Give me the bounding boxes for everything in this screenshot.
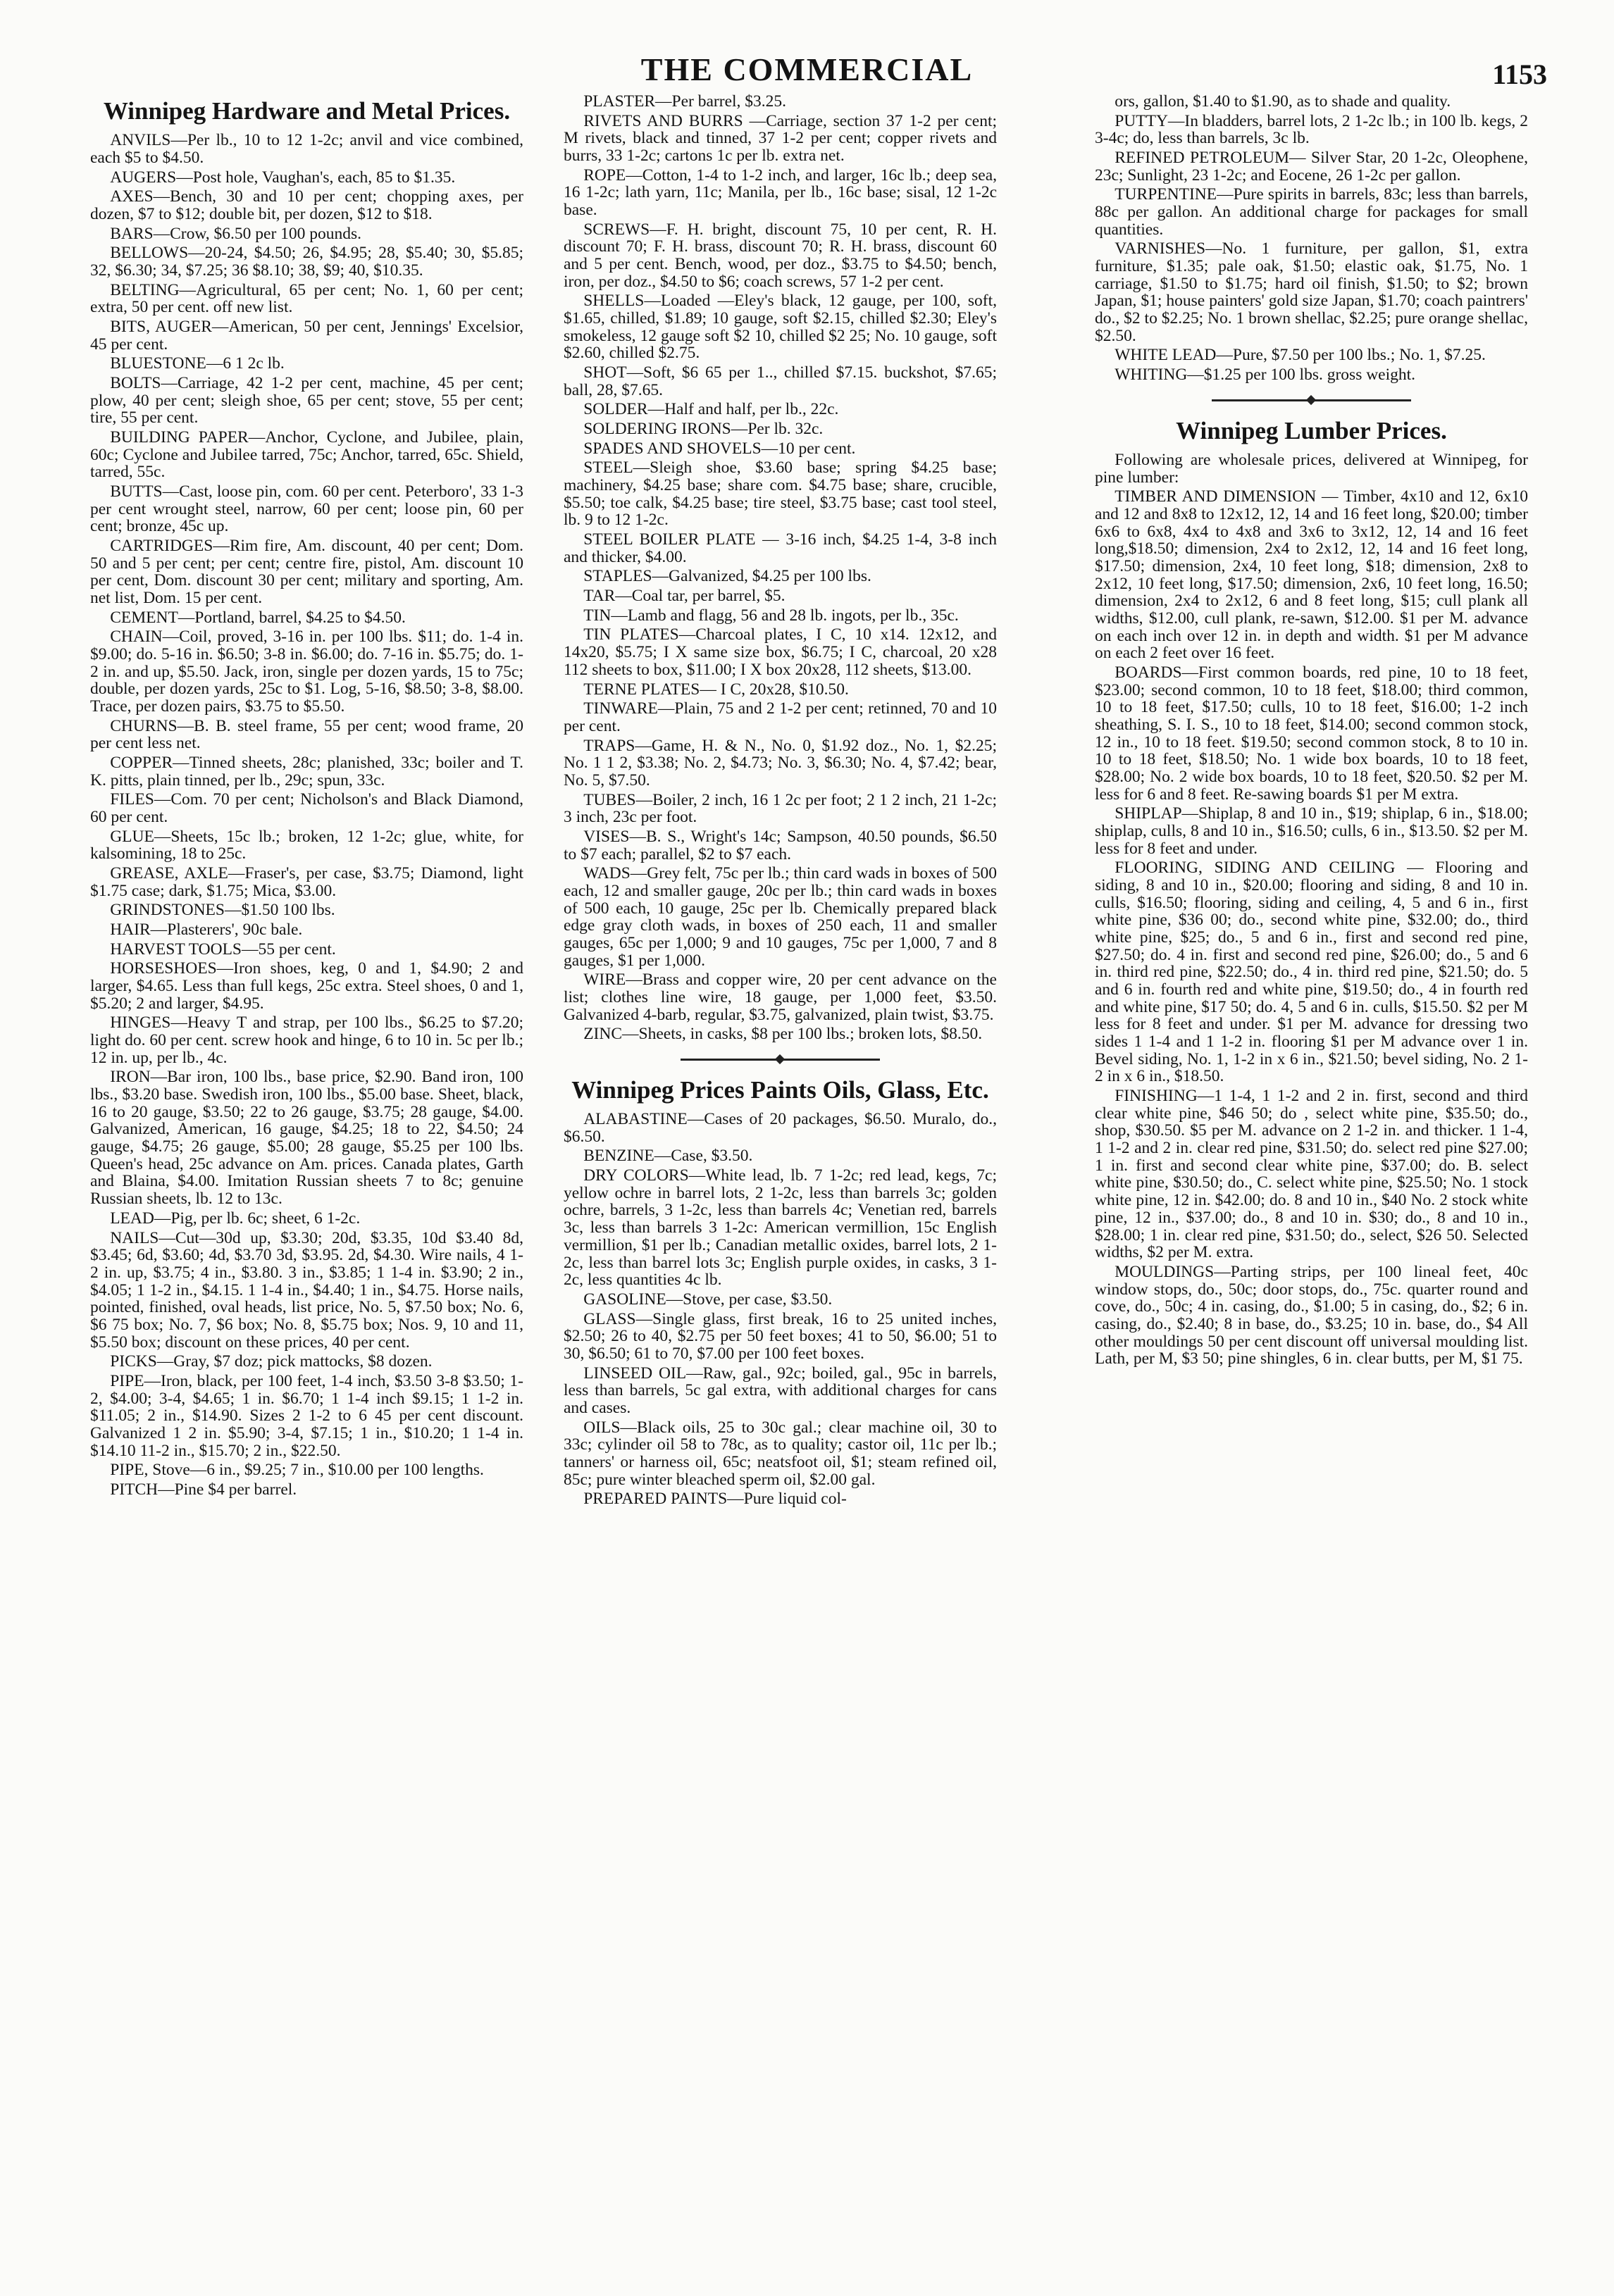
price-entry: BITS, AUGER—American, 50 per cent, Jennings' Excelsior, 45 per cent. [90, 317, 523, 354]
price-entry: WHITING—$1.25 per 100 lbs. gross weight. [1115, 366, 1416, 385]
running-header [0, 51, 1614, 93]
price-entry: HARVEST TOOLS—55 per cent. [110, 940, 336, 959]
page-number: 1153 [1492, 58, 1547, 90]
price-entry: PIPE, Stove—6 in., $9.25; 7 in., $10.00 per 100 lengths. [110, 1461, 484, 1480]
column-2 [564, 93, 997, 2273]
price-entry: ALABASTINE—Cases of 20 packages, $6.50. Muralo, do., $6.50. [564, 1110, 997, 1146]
price-entry: ZINC—Sheets, in casks, $8 per 100 lbs.; broken lots, $8.50. [583, 1025, 983, 1044]
price-entry: VISES—B. S., Wright's 14c; Sampson, 40.50 pounds, $6.50 to $7 each; parallel, $2 to $7 each. [564, 827, 997, 863]
lumber-price-list [1095, 488, 1528, 1368]
price-entry: HINGES—Heavy T and strap, per 100 lbs., $6.25 to $7.20; light do. 60 per cent. screw hook and hinge, 6 to 10 in. 5c per lb.; 12 in. up, per lb., 4c. [90, 1013, 523, 1067]
price-entry: DRY COLORS—White lead, lb. 7 1-2c; red lead, kegs, 7c; yellow ochre in barrel lots, 2 1-2c, less than barrels 3c; golden ochre, barrels, 3 1-2c, less than barrels 4c; Venetian red, barrels 3c, less than barrels 3 1-2c: American vermillion, 15c English vermillion, $1 per lb.; Canadian metallic oxides, barrel lots, 2 1-2c, less than barrel lots 3c; English purple oxides, in casks, 3 1-2c, less quantities 4c lb. [564, 1166, 997, 1290]
price-entry: NAILS—Cut—30d up, $3.30; 20d, $3.35, 10d $3.40 8d, $3.45; 6d, $3.60; 4d, $3.70 3d, $3.95. 2d, $4.30. Wire nails, 4 1-2 in. up, $3.75; 4 in., $3.80. 3 in., $3.85; 1 1-4 in. $3.90; 2 in., $4.05; 1 1-2 in., $4.15. 1 1-4 in., $4.40; 1 in., $4.75. Horse nails, pointed, finished, oval heads, list price, No. 5, $7.50 box; No. 6, $6 75 box; No. 7, $6 box; No. 8, $5.75 box; Nos. 9, 10 and 11, $5.50 box; discount on these prices, 40 per cent. [90, 1228, 523, 1352]
price-entry: IRON—Bar iron, 100 lbs., base price, $2.90. Band iron, 100 lbs., $3.20 base. Swedish iron, 100 lbs., $5.00 base. Sheet, black, 16 to 20 gauge, $3.50; 22 to 26 gauge, $3.75; 28 gauge, $4.00. Galvanized, American, 16 gauge, $4.25; 18 to 22, $4.50; 24 gauge, $4.75; 26 gauge, $5.00; 28 gauge, $5.25 per 100 lbs. Queen's head, 25c advance on Am. prices. Canada plates, Garth and Blaina, $4.00. Imitation Russian sheets 7 to 8c; genuine Russian sheets, lb. 12 to 13c. [90, 1068, 523, 1209]
price-entry: LEAD—Pig, per lb. 6c; sheet, 6 1-2c. [110, 1209, 361, 1228]
price-entry: WHITE LEAD—Pure, $7.50 per 100 lbs.; No. 1, $7.25. [1115, 346, 1486, 365]
price-entry: HAIR—Plasterers', 90c bale. [110, 921, 303, 940]
hardware-price-list-continued [564, 93, 997, 1043]
price-entry: LINSEED OIL—Raw, gal., 92c; boiled, gal., 95c in barrels, less than barrels, 5c gal extra, with additional charges for cans and cases. [564, 1364, 997, 1417]
price-entry: TIN PLATES—Charcoal plates, I C, 10 x14. 12x12, and 14x20, $5.75; I X same size box, $6.75; I C, charcoal, 20 x28 112 sheets to box, $11.00; I X box 20x28, 112 sheets, $13.00. [564, 625, 997, 679]
price-entry: STEEL BOILER PLATE — 3-16 inch, $4.25 1-4, 3-8 inch and thicker, $4.00. [564, 530, 997, 566]
running-title: THE COMMERCIAL [640, 51, 974, 87]
column-3 [1095, 93, 1528, 2273]
price-entry: SHELLS—Loaded —Eley's black, 12 gauge, per 100, soft, $1.65, chilled, $1.89; 10 gauge, soft $2.15, chilled $2.30; Eley's smokeless, 12 gauge soft $2 10, chilled $2 25; No. 10 gauge, soft $2.60, chilled $2.75. [564, 292, 997, 363]
price-entry: SPADES AND SHOVELS—10 per cent. [583, 439, 856, 458]
price-entry: TRAPS—Game, H. & N., No. 0, $1.92 doz., No. 1, $2.25; No. 1 1 2, $3.38; No. 2, $4.73; No. 3, $6.30; No. 4, $7.42; bear, No. 5, $7.50. [564, 736, 997, 790]
price-entry: TURPENTINE—Pure spirits in barrels, 83c; less than barrels, 88c per gallon. An additional charge for packages for small quantities. [1095, 185, 1528, 239]
price-entry: BARS—Crow, $6.50 per 100 pounds. [110, 224, 362, 243]
paints-section-title: Winnipeg Prices Paints Oils, Glass, Etc. [571, 1075, 989, 1104]
price-entry: BLUESTONE—6 1 2c lb. [110, 354, 285, 373]
lumber-section-title: Winnipeg Lumber Prices. [1176, 416, 1447, 444]
price-entry: PREPARED PAINTS—Pure liquid col- [583, 1490, 847, 1509]
price-entry: GLASS—Single glass, first break, 16 to 25 united inches, $2.50; 26 to 40, $2.75 per 50 feet boxes; 41 to 50, $6.00; 51 to 30, $6.50; 61 to 70, $7.00 per 100 feet boxes. [564, 1309, 997, 1363]
price-entry: BUTTS—Cast, loose pin, com. 60 per cent. Peterboro', 33 1-3 per cent wrought steel, narrow, 60 per cent; loose pin, 60 per cent; bronze, 45c up. [90, 482, 523, 536]
price-entry: ors, gallon, $1.40 to $1.90, as to shade and quality. [1115, 93, 1451, 111]
price-entry: TAR—Coal tar, per barrel, $5. [583, 587, 786, 606]
price-entry: BENZINE—Case, $3.50. [583, 1147, 753, 1166]
price-entry: ROPE—Cotton, 1-4 to 1-2 inch, and larger, 16c lb.; deep sea, 16 1-2c; lath yarn, 11c; Manila, per lb., 16c base; sisal, 12 1-2c base. [564, 166, 997, 220]
price-entry: FINISHING—1 1-4, 1 1-2 and 2 in. first, second and third clear white pine, $46 50; do , select white pine, $35.50; do., shop, $30.50. $5 per M. advance on 2 1-2 in. and thicker. 1 1-4, 1 1-2 and 2 in. clear red pine, $31.50; do. select red pine $27.00; 1 in. first and second clear white pine, $37.00; do. B. select white pine, $30.50; do., C. select white pine, $25.50; No. 1 stock white pine, 12 in. $42.00; do. 8 and 10 in., $40 No. 2 stock white pine, 12 in., $37.00; do., 8 and 10 in. $30; do., 8 and 10 in., $28.00; 1 in. clear red pine, $31.50; do., select, $26 50. Selected widths, $2 per M. extra. [1095, 1087, 1528, 1262]
price-entry: TIN—Lamb and flagg, 56 and 28 lb. ingots, per lb., 35c. [583, 606, 959, 625]
paints-price-list [564, 1111, 997, 1508]
price-entry: TIMBER AND DIMENSION — Timber, 4x10 and 12, 6x10 and 12 and 8x8 to 12x12, 12, 14 and 16 feet long, $20.00; timber 6x6 to 6x8, 4x4 to 4x8 and 3x6 to 3x12, 12, 14 and 16 feet long,$18.50; dimension, 2x4 to 2x12, 12, 14 and 16 feet long, $17.50; dimension, 2x4, 10 feet long, $18; dimension, 2x8 to 2x12, 10 feet long, $17.50; dimension, 2x6, 10 feet long, 16.50; dimension, 2x4 to 2x12, 6 and 8 feet long, $15; cull plank all widths, $12.00, cull plank, re-sawn, $12.00. $1 per M. advance on each inch over 12 in. in depth and width. $1 per M advance on each 2 feet over 16 feet. [1095, 487, 1528, 663]
price-entry: FILES—Com. 70 per cent; Nicholson's and Black Diamond, 60 per cent. [90, 790, 523, 827]
price-entry: AXES—Bench, 30 and 10 per cent; chopping axes, per dozen, $7 to $12; double bit, per dozen, $12 to $18. [90, 187, 523, 223]
price-entry: AUGERS—Post hole, Vaughan's, each, 85 to $1.35. [110, 168, 456, 187]
price-entry: BELLOWS—20-24, $4.50; 26, $4.95; 28, $5.40; 30, $5.85; 32, $6.30; 34, $7.25; 36 $8.10; 38, $9; 40, $10.35. [90, 244, 523, 280]
price-entry: CEMENT—Portland, barrel, $4.25 to $4.50. [110, 608, 406, 627]
price-entry: FLOORING, SIDING AND CEILING — Flooring and siding, 8 and 10 in., $20.00; flooring and siding, 8 and 10 in. culls, $16.50; flooring, siding and ceiling, 4, 5 and 6 in., first white pine, $36 00; do., second white pine, $32.00; do., third white pine, $25; do., 5 and 6 in., first and second red pine, $27.50; do. 4 in. first and second red pine, $26.00; do., 5 and 6 in. third red pine, $22.50; do., 4 in. third red pine, $21.50; do. 5 and 6 in. fourth red and white pine, $19.50; do., 4 in fourth red and white pine, $17 50; do. 4, 5 and 6 in. culls, $15.50. $2 per M less for 8 feet and under. $1 per M. advance for dressing two sides 1 1-4 and 1 1-2 in. flooring $1 per M advance over 1 in. Bevel siding, No. 1, 1-2 in x 6 in., $21.50; bevel siding, No. 2 1-2 in x 6 in., $18.50. [1095, 859, 1528, 1086]
hardware-price-list [90, 132, 523, 1498]
price-entry: COPPER—Tinned sheets, 28c; planished, 33c; boiler and T. K. pitts, plain tinned, per lb., 29c; spun, 33c. [90, 754, 523, 790]
price-entry: TERNE PLATES— I C, 20x28, $10.50. [583, 680, 849, 699]
price-entry: WADS—Grey felt, 75c per lb.; thin card wads in boxes of 500 each, 12 and smaller gauge, 20c per lb.; thin card wads in boxes of 500 each, 10 gauge, 25c per lb. Chemically prepared black edge gray cloth wads, in boxes of 250 each, 11 and smaller gauges, 65c per 1,000; 9 and 10 gauges, 75c per 1,000, 7 and 8 gauges, $1 per 1,000. [564, 864, 997, 970]
price-entry: CARTRIDGES—Rim fire, Am. discount, 40 per cent; Dom. 50 and 5 per cent; per cent; centre fire, pistol, Am. discount 10 per cent, Dom. discount 30 per cent; military and sporting, Am. net list, Dom. 15 per cent. [90, 536, 523, 607]
price-entry: STEEL—Sleigh shoe, $3.60 base; spring $4.25 base; machinery, $4.25 base; share com. $4.75 base; share, crucible, $5.50; toe calk, $4.25 base; tire steel, $3.75 base; cast tool steel, lb. 9 to 12 1-2c. [564, 458, 997, 530]
section-divider [1212, 399, 1411, 401]
price-entry: BOLTS—Carriage, 42 1-2 per cent, machine, 45 per cent; plow, 40 per cent; sleigh shoe, 65 per cent; stove, 55 per cent; tire, 55 per cent. [90, 373, 523, 428]
paints-price-list-continued [1095, 93, 1528, 384]
price-entry: SOLDERING IRONS—Per lb. 32c. [583, 420, 824, 439]
lumber-intro: Following are wholesale prices, delivered at Winnipeg, for pine lumber: [1095, 450, 1528, 487]
price-entry: BELTING—Agricultural, 65 per cent; No. 1, 60 per cent; extra, 50 per cent. off new list. [90, 280, 523, 317]
price-entry: GREASE, AXLE—Fraser's, per case, $3.75; Diamond, light $1.75 case; dark, $1.75; Mica, $3.00. [90, 864, 523, 900]
price-entry: PICKS—Gray, $7 doz; pick mattocks, $8 dozen. [110, 1352, 433, 1371]
price-entry: SCREWS—F. H. bright, discount 75, 10 per cent, R. H. discount 70; F. H. brass, discount 70; R. H. brass, discount 60 and 5 per cent. Bench, wood, per doz., $3.75 to $4.50; bench, iron, per doz., $4.50 to $6; coach screws, 57 1-2 per cent. [564, 220, 997, 291]
price-entry: STAPLES—Galvanized, $4.25 per 100 lbs. [583, 567, 871, 586]
price-entry: PUTTY—In bladders, barrel lots, 2 1-2c lb.; in 100 lb. kegs, 2 3-4c; do, less than barrels, 3c lb. [1095, 111, 1528, 148]
price-entry: WIRE—Brass and copper wire, 20 per cent advance on the list; clothes line wire, 18 gauge, per 1,000 feet, $3.50. Galvanized 4-barb, regular, $3.75, galvanized, plain twist, $3.75. [564, 971, 997, 1024]
hardware-section-title: Winnipeg Hardware and Metal Prices. [103, 97, 511, 125]
price-entry: PITCH—Pine $4 per barrel. [110, 1480, 297, 1499]
column-1 [90, 93, 523, 2273]
price-entry: HORSESHOES—Iron shoes, keg, 0 and 1, $4.90; 2 and larger, $4.65. Less than full kegs, 25c extra. Steel shoes, 0 and 1, $5.20; 2 and larger, $4.95. [90, 959, 523, 1013]
price-entry: BOARDS—First common boards, red pine, 10 to 18 feet, $23.00; second common, 10 to 18 feet, $18.00; third common, 10 to 18 feet, $17.50; culls, 10 to 18 feet, $16.00; 1-2 inch sheathing, S. I. S., 10 to 18 feet, $14.00; second common stock, 12 in., 10 to 18 feet. $19.50; second common stock, 8 to 10 in. 10 to 18 feet, $18.50; No. 1 wide box boards, 10 to 18 feet, $28.00; No. 2 wide box boards, 10 to 18 feet, $20.50. $2 per M. less for 6 and 8 feet. Re-sawing boards $1 per M extra. [1095, 663, 1528, 804]
price-entry: VARNISHES—No. 1 furniture, per gallon, $1, extra furniture, $1.35; pale oak, $1.50; elastic oak, $1.75, No. 1 carriage, $1.50 to $1.75; hard oil finish, $1.50; to $2; brown Japan, $1; house painters' gold size Japan, $1.70; coach paintrers' do., $2 to $2.25; No. 1 brown shellac, $2.25; pure orange shellac, $2.50. [1095, 239, 1528, 345]
price-entry: CHURNS—B. B. steel frame, 55 per cent; wood frame, 20 per cent less net. [90, 716, 523, 753]
price-entry: GRINDSTONES—$1.50 100 lbs. [110, 901, 335, 920]
price-entry: ANVILS—Per lb., 10 to 12 1-2c; anvil and vice combined, each $5 to $4.50. [90, 131, 523, 167]
price-entry: SHIPLAP—Shiplap, 8 and 10 in., $19; shiplap, 6 in., $18.00; shiplap, culls, 8 and 10 in., $16.50; culls, 6 in., $13.50. $2 per M. less for 8 feet and under. [1095, 804, 1528, 858]
price-entry: GASOLINE—Stove, per case, $3.50. [583, 1290, 833, 1309]
price-entry: BUILDING PAPER—Anchor, Cyclone, and Jubilee, plain, 60c; Cyclone and Jubilee tarred, 75c; Anchor, tarred, 65c. Shield, tarred, 55c. [90, 428, 523, 482]
price-entry: REFINED PETROLEUM— Silver Star, 20 1-2c, Oleophene, 23c; Sunlight, 23 1-2c; and Eocene, 26 1-2c per gallon. [1095, 149, 1528, 185]
price-entry: CHAIN—Coil, proved, 3-16 in. per 100 lbs. $11; do. 1-4 in. $9.00; do. 5-16 in. $6.50; 3-8 in. $6.00; do. 7-16 in. $5.75; do. 1-2 in. and up, $5.50. Jack, iron, single per dozen yards, 15 to 75c; double, per dozen yards, 25c to $1. Log, 5-16, $8.50; 3-8, $8.00. Trace, per dozen pairs, $3.75 to $5.50. [90, 628, 523, 716]
price-entry: PIPE—Iron, black, per 100 feet, 1-4 inch, $3.50 3-8 $3.50; 1-2, $4.00; 3-4, $4.65; 1 in. $6.70; 1 1-4 inch $9.15; 1 1-2 in. $11.05; 2 in., $14.90. Sizes 2 1-2 to 6 45 per cent discount. Galvanized 1 2 in. $5.90; 3-4, $7.15; 1 in., $10.20; 1 1-4 in. $14.10 11-2 in., $15.70; 2 in., $22.50. [90, 1371, 523, 1460]
price-entry: PLASTER—Per barrel, $3.25. [583, 93, 787, 111]
price-entry: SOLDER—Half and half, per lb., 22c. [583, 400, 839, 419]
price-entry: TUBES—Boiler, 2 inch, 16 1 2c per foot; 2 1 2 inch, 21 1-2c; 3 inch, 23c per foot. [564, 790, 997, 827]
price-entry: GLUE—Sheets, 15c lb.; broken, 12 1-2c; glue, white, for kalsomining, 18 to 25c. [90, 827, 523, 863]
price-entry: TINWARE—Plain, 75 and 2 1-2 per cent; retinned, 70 and 10 per cent. [564, 699, 997, 735]
price-entry: RIVETS AND BURRS —Carriage, section 37 1-2 per cent; M rivets, black and tinned, 37 1-2 per cent; copper rivets and burrs, 33 1-2c; cartons 1c per lb. extra net. [564, 111, 997, 166]
price-entry: MOULDINGS—Parting strips, per 100 lineal feet, 40c window stops, do., 50c; door stops, do., 75c. quarter round and cove, do., 50c; 4 in. casing, do., $1.00; 5 in casing, do., $2; 6 in. casing, do., $2.40; 8 in base, do., $3.25; 10 in. base, do., $4 All other mouldings 50 per cent discount off universal moulding list. Lath, per M, $3 50; pine shingles, 6 in. clear butts, per M, $1 75. [1095, 1262, 1528, 1368]
price-entry: OILS—Black oils, 25 to 30c gal.; clear machine oil, 30 to 33c; cylinder oil 58 to 78c, as to quality; castor oil, 11c per lb.; tanners' or harness oil, 65c; neatsfoot oil, $1; steam refined oil, 85c; pure winter bleached sperm oil, $2.00 gal. [564, 1418, 997, 1489]
price-entry: SHOT—Soft, $6 65 per 1.., chilled $7.15. buckshot, $7.65; ball, 28, $7.65. [564, 363, 997, 399]
section-divider [681, 1059, 880, 1061]
